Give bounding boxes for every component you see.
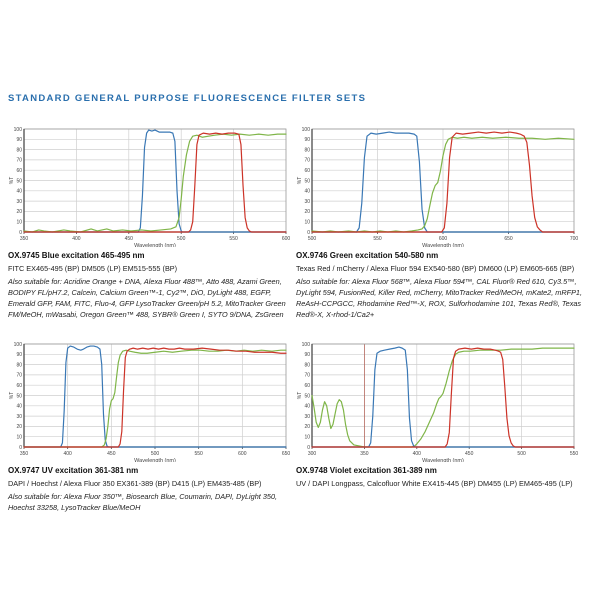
filter-set-also-suitable: Also suitable for: Acridine Orange + DNA, Alexa Fluor 488™, Atto 488, Azami Green, BODIPY FL/pH7.2, Calcein, Calcium Green™-1, Cy2™, DiO, DyLight 488, EGFP, Emerald GFP, FAM, FITC, Fluo-4, GFP LysoTracker Green/pH 5.2, MitoTracker Green FM/MeOH, mWasabi, Oregon Green™ 488, SYBR® Green I, SYTO 9/DNA, ZsGreen xyxy=(8,277,286,319)
svg-text:80: 80 xyxy=(304,362,310,369)
svg-text:30: 30 xyxy=(304,198,310,205)
svg-text:400: 400 xyxy=(63,451,72,457)
svg-text:40: 40 xyxy=(16,403,22,410)
svg-text:90: 90 xyxy=(304,137,310,144)
svg-text:350: 350 xyxy=(360,451,369,457)
svg-text:50: 50 xyxy=(16,178,22,185)
svg-text:300: 300 xyxy=(307,451,317,457)
svg-text:80: 80 xyxy=(16,147,22,154)
caption-ox9746 xyxy=(296,251,584,321)
svg-text:350: 350 xyxy=(19,451,29,457)
filter-set-panel-ox9748 xyxy=(296,340,584,492)
filter-set-spec: DAPI / Hoechst / Alexa Fluor 350 EX361-389 (BP) D415 (LP) EM435-485 (BP) xyxy=(8,479,262,488)
svg-text:Wavelength (nm): Wavelength (nm) xyxy=(134,243,176,247)
svg-text:30: 30 xyxy=(16,413,22,420)
svg-text:%T: %T xyxy=(9,176,15,185)
svg-text:20: 20 xyxy=(304,209,310,216)
filter-set-heading: OX.9745 Blue excitation 465-495 nm xyxy=(8,251,145,260)
filter-set-heading: OX.9748 Violet excitation 361-389 nm xyxy=(296,466,437,475)
svg-text:%T: %T xyxy=(297,391,303,400)
svg-text:0: 0 xyxy=(19,444,22,451)
svg-text:500: 500 xyxy=(307,236,317,242)
spectrum-chart-ox9745 xyxy=(8,125,296,247)
svg-text:60: 60 xyxy=(304,168,310,174)
svg-text:0: 0 xyxy=(307,229,310,236)
svg-text:450: 450 xyxy=(124,236,133,242)
svg-text:450: 450 xyxy=(107,451,116,457)
svg-text:100: 100 xyxy=(301,126,310,133)
svg-text:Wavelength (nm): Wavelength (nm) xyxy=(422,458,464,462)
svg-text:550: 550 xyxy=(569,451,579,457)
svg-text:80: 80 xyxy=(16,362,22,369)
svg-text:40: 40 xyxy=(304,403,310,410)
spectrum-chart-ox9747 xyxy=(8,340,296,462)
svg-text:10: 10 xyxy=(304,219,310,226)
svg-text:60: 60 xyxy=(304,383,310,389)
filter-set-heading: OX.9746 Green excitation 540-580 nm xyxy=(296,251,439,260)
svg-text:30: 30 xyxy=(16,198,22,205)
svg-text:60: 60 xyxy=(16,168,22,174)
svg-text:40: 40 xyxy=(16,188,22,195)
filter-set-panel-ox9747 xyxy=(8,340,296,514)
svg-text:70: 70 xyxy=(16,372,22,379)
svg-text:500: 500 xyxy=(150,451,160,457)
svg-text:90: 90 xyxy=(16,352,22,359)
svg-text:600: 600 xyxy=(238,451,247,457)
svg-text:400: 400 xyxy=(72,236,81,242)
page-title: STANDARD GENERAL PURPOSE FLUORESCENCE FILTER SETS xyxy=(8,93,367,104)
svg-text:50: 50 xyxy=(16,393,22,400)
svg-text:20: 20 xyxy=(16,424,22,431)
svg-text:40: 40 xyxy=(304,188,310,195)
caption-ox9747 xyxy=(8,466,296,514)
svg-text:100: 100 xyxy=(13,126,22,133)
svg-text:50: 50 xyxy=(304,393,310,400)
filter-set-also-suitable: Also suitable for: Alexa Fluor 350™, Biosearch Blue, Coumarin, DAPI, DyLight 350, Hoechst 33258, LysoTracker Blue/MeOH xyxy=(8,492,278,512)
svg-text:70: 70 xyxy=(304,157,310,164)
svg-text:0: 0 xyxy=(19,229,22,236)
svg-text:350: 350 xyxy=(19,236,29,242)
spectrum-chart-ox9746 xyxy=(296,125,584,247)
filter-set-spec: Texas Red / mCherry / Alexa Fluor 594 EX540-580 (BP) DM600 (LP) EM605-665 (BP) xyxy=(296,264,575,273)
svg-text:Wavelength (nm): Wavelength (nm) xyxy=(422,243,464,247)
svg-text:500: 500 xyxy=(517,451,526,457)
svg-text:550: 550 xyxy=(373,236,382,242)
svg-text:600: 600 xyxy=(281,236,291,242)
svg-text:50: 50 xyxy=(304,178,310,185)
filter-set-heading: OX.9747 UV excitation 361-381 nm xyxy=(8,466,139,475)
svg-text:60: 60 xyxy=(16,383,22,389)
svg-text:400: 400 xyxy=(412,451,421,457)
svg-text:Wavelength (nm): Wavelength (nm) xyxy=(134,458,176,462)
svg-text:%T: %T xyxy=(297,176,303,185)
svg-text:90: 90 xyxy=(16,137,22,144)
svg-text:70: 70 xyxy=(16,157,22,164)
svg-text:100: 100 xyxy=(301,341,310,348)
svg-text:20: 20 xyxy=(304,424,310,431)
filter-set-panel-ox9746 xyxy=(296,125,584,321)
svg-text:500: 500 xyxy=(177,236,186,242)
svg-text:650: 650 xyxy=(281,451,291,457)
svg-text:450: 450 xyxy=(465,451,474,457)
svg-text:10: 10 xyxy=(16,219,22,226)
svg-text:600: 600 xyxy=(438,236,448,242)
svg-text:70: 70 xyxy=(304,372,310,379)
svg-text:550: 550 xyxy=(229,236,238,242)
filter-set-spec: UV / DAPI Longpass, Calcofluor White EX415-445 (BP) DM455 (LP) EM465-495 (LP) xyxy=(296,479,573,488)
svg-text:0: 0 xyxy=(307,444,310,451)
filter-set-panel-ox9745 xyxy=(8,125,296,321)
filter-set-also-suitable: Also suitable for: Alexa Fluor 568™, Alexa Fluor 594™, CAL Fluor® Red 610, Cy3.5™, DyLight 594, FusionRed, Killer Red, mCherry, MitoTracker Red/MeOH, mKate2, mRFP1, ReAsH-CCPGCC, Rhodamine Red™-X, ROX, Sulforhodamine 101, Texas Red®, Texas Red®-X, X-rhod-1/Ca2+ xyxy=(296,277,583,319)
svg-text:650: 650 xyxy=(504,236,513,242)
filter-set-spec: FITC EX465-495 (BP) DM505 (LP) EM515-555 (BP) xyxy=(8,264,178,273)
svg-text:80: 80 xyxy=(304,147,310,154)
caption-ox9748 xyxy=(296,466,584,488)
svg-text:550: 550 xyxy=(194,451,203,457)
caption-ox9745 xyxy=(8,251,296,321)
svg-text:100: 100 xyxy=(13,341,22,348)
svg-text:%T: %T xyxy=(9,391,15,400)
spectrum-chart-ox9748 xyxy=(296,340,584,462)
svg-text:700: 700 xyxy=(569,236,579,242)
svg-text:30: 30 xyxy=(304,413,310,420)
svg-text:10: 10 xyxy=(16,434,22,441)
svg-text:20: 20 xyxy=(16,209,22,216)
svg-text:90: 90 xyxy=(304,352,310,359)
svg-text:10: 10 xyxy=(304,434,310,441)
